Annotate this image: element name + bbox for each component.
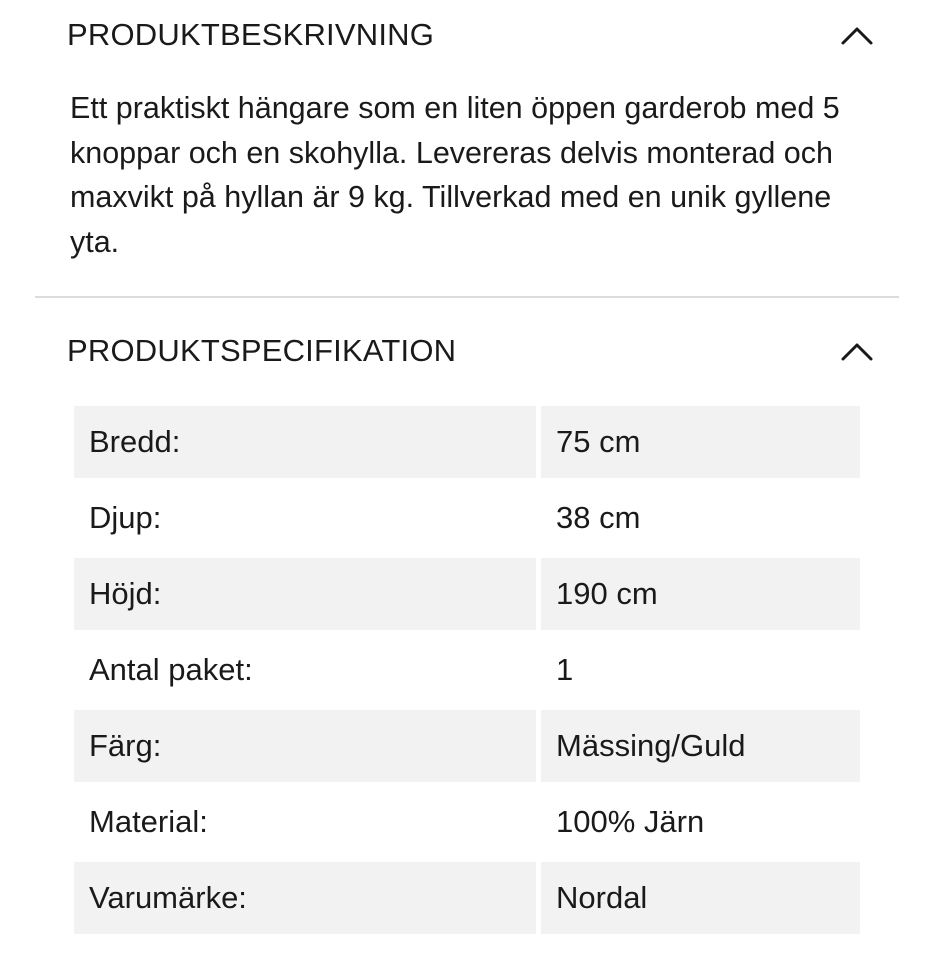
spec-label: Varumärke: <box>74 862 536 934</box>
description-section-title: PRODUKTBESKRIVNING <box>67 17 435 52</box>
spec-value: 100% Järn <box>556 804 705 839</box>
spec-row <box>74 786 860 862</box>
spec-label: Djup: <box>89 500 162 535</box>
spec-row <box>74 406 860 482</box>
spec-section-title: PRODUKTSPECIFIKATION <box>67 333 457 368</box>
spec-table <box>74 406 860 938</box>
spec-row <box>74 710 860 786</box>
spec-label: Färg: <box>74 710 536 782</box>
description-section-header[interactable] <box>67 12 874 58</box>
spec-label: Bredd: <box>74 406 536 478</box>
spec-value: 38 cm <box>556 500 641 535</box>
chevron-up-icon[interactable] <box>840 24 874 46</box>
section-divider <box>35 296 899 298</box>
spec-value: Nordal <box>541 862 860 934</box>
spec-row <box>74 862 860 938</box>
spec-label: Höjd: <box>74 558 536 630</box>
product-description-text: Ett praktiskt hängare som en liten öppen garderob med 5 knoppar och en skohylla. Levereras delvis monterad och maxvikt på hyllan är 9 kg. Tillverkad med en unik gyllene yta. <box>70 91 840 259</box>
spec-value: 190 cm <box>541 558 860 630</box>
spec-section-header[interactable] <box>67 328 874 374</box>
spec-row <box>74 482 860 558</box>
spec-label: Antal paket: <box>89 652 253 687</box>
spec-value: 1 <box>556 652 574 687</box>
spec-value: Mässing/Guld <box>541 710 860 782</box>
spec-label: Material: <box>89 804 208 839</box>
spec-value: 75 cm <box>541 406 860 478</box>
spec-row <box>74 634 860 710</box>
chevron-up-icon[interactable] <box>840 340 874 362</box>
spec-row <box>74 558 860 634</box>
